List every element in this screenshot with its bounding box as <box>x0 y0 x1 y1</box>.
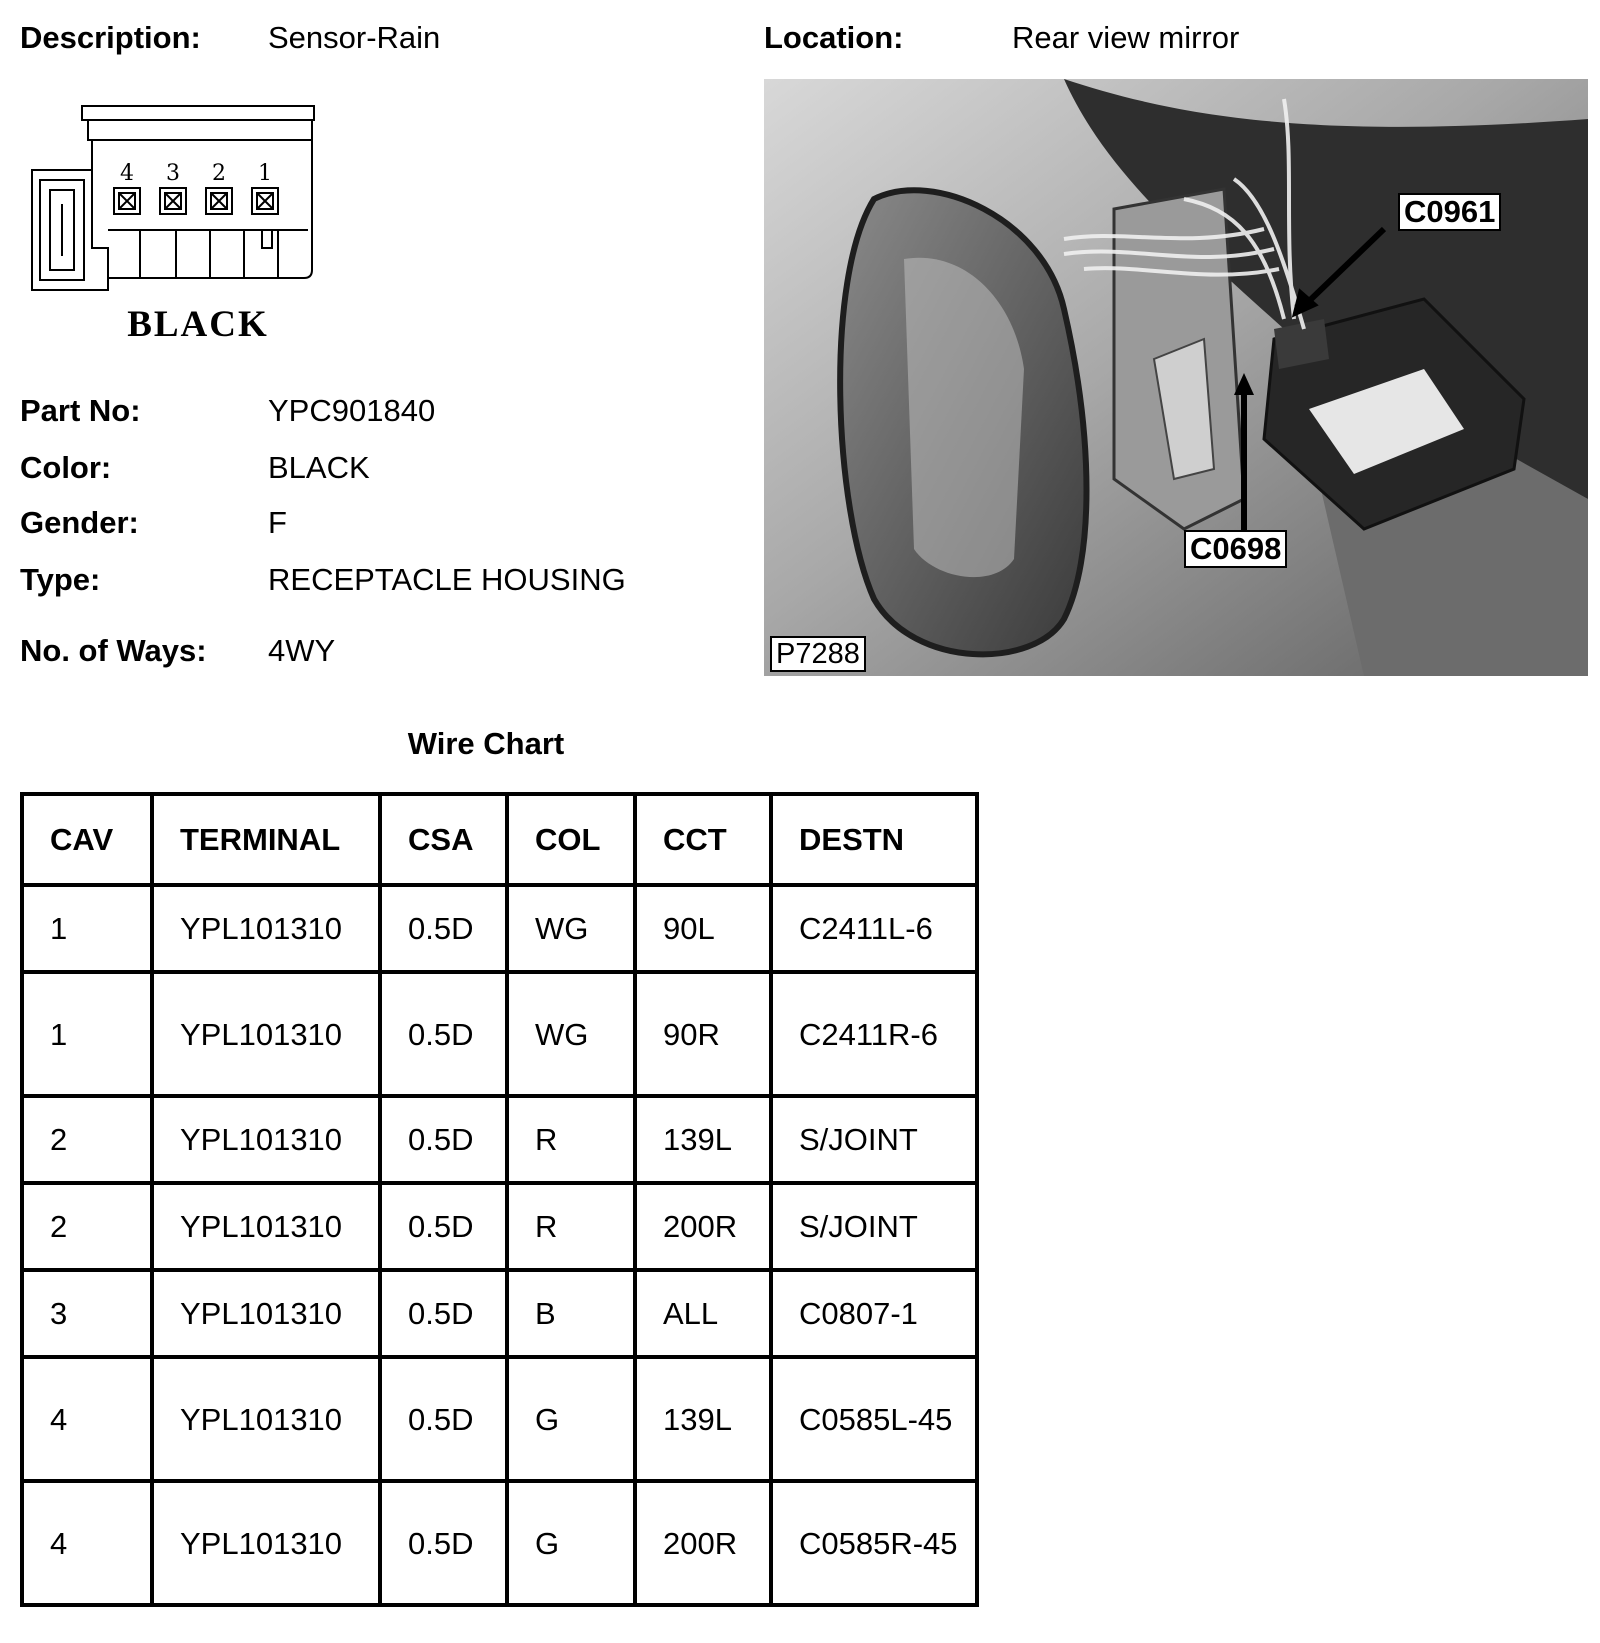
color-label: Color: <box>20 450 112 485</box>
color-value: BLACK <box>268 450 370 485</box>
cell-col: G <box>507 1481 635 1605</box>
location-label: Location: <box>764 20 904 55</box>
table-row <box>22 885 977 972</box>
connector-color-label: BLACK <box>127 304 269 345</box>
photo-id: P7288 <box>770 636 866 672</box>
location-value: Rear view mirror <box>1012 20 1240 55</box>
part-no-value: YPC901840 <box>268 393 436 428</box>
cell-destn: C2411L-6 <box>771 885 977 972</box>
table-row <box>22 1357 977 1481</box>
header-terminal: TERMINAL <box>152 794 380 885</box>
table-row <box>22 1270 977 1357</box>
cell-cct: 90L <box>635 885 771 972</box>
cell-terminal: YPL101310 <box>152 1481 380 1605</box>
cell-destn: C0585L-45 <box>771 1357 977 1481</box>
cell-cav: 1 <box>22 885 152 972</box>
cell-cct: 200R <box>635 1481 771 1605</box>
table-header-row <box>22 794 977 885</box>
cell-col: WG <box>507 885 635 972</box>
header-csa: CSA <box>380 794 507 885</box>
header-cct: CCT <box>635 794 771 885</box>
connector-diagram <box>22 100 322 350</box>
cell-csa: 0.5D <box>380 1183 507 1270</box>
cell-cav: 4 <box>22 1481 152 1605</box>
cell-csa: 0.5D <box>380 1481 507 1605</box>
cell-csa: 0.5D <box>380 1270 507 1357</box>
ways-label: No. of Ways: <box>20 633 207 668</box>
cell-col: B <box>507 1270 635 1357</box>
connector-face-icon <box>22 100 322 350</box>
cell-cav: 1 <box>22 972 152 1096</box>
pin-label-3: 3 <box>166 161 180 186</box>
mirror-photo-icon <box>764 79 1588 676</box>
pin-label-1: 1 <box>258 161 272 186</box>
cell-destn: C0585R-45 <box>771 1481 977 1605</box>
pin-label-4: 4 <box>120 161 134 186</box>
cell-destn: C0807-1 <box>771 1270 977 1357</box>
cell-csa: 0.5D <box>380 972 507 1096</box>
cell-destn: S/JOINT <box>771 1096 977 1183</box>
type-value: RECEPTACLE HOUSING <box>268 562 626 597</box>
cell-cav: 2 <box>22 1183 152 1270</box>
wire-chart-table <box>20 792 979 1607</box>
cell-terminal: YPL101310 <box>152 972 380 1096</box>
gender-value: F <box>268 505 287 540</box>
callout-c0961: C0961 <box>1398 193 1501 231</box>
ways-value: 4WY <box>268 633 336 668</box>
cell-destn: S/JOINT <box>771 1183 977 1270</box>
cell-col: G <box>507 1357 635 1481</box>
cell-cav: 3 <box>22 1270 152 1357</box>
cell-col: R <box>507 1183 635 1270</box>
cell-cav: 4 <box>22 1357 152 1481</box>
cell-terminal: YPL101310 <box>152 1357 380 1481</box>
cell-cct: ALL <box>635 1270 771 1357</box>
cell-terminal: YPL101310 <box>152 885 380 972</box>
table-row <box>22 1183 977 1270</box>
cell-cct: 200R <box>635 1183 771 1270</box>
type-label: Type: <box>20 562 101 597</box>
cell-cct: 139L <box>635 1357 771 1481</box>
cell-destn: C2411R-6 <box>771 972 977 1096</box>
description-value: Sensor-Rain <box>268 20 441 55</box>
header-col: COL <box>507 794 635 885</box>
cell-terminal: YPL101310 <box>152 1270 380 1357</box>
table-row <box>22 1096 977 1183</box>
pin-label-2: 2 <box>212 161 226 186</box>
header-destn: DESTN <box>771 794 977 885</box>
cell-csa: 0.5D <box>380 1096 507 1183</box>
gender-label: Gender: <box>20 505 139 540</box>
part-no-label: Part No: <box>20 393 141 428</box>
cell-terminal: YPL101310 <box>152 1183 380 1270</box>
wire-chart-title: Wire Chart <box>407 726 565 761</box>
description-label: Description: <box>20 20 201 55</box>
cell-terminal: YPL101310 <box>152 1096 380 1183</box>
header-cav: CAV <box>22 794 152 885</box>
cell-cct: 90R <box>635 972 771 1096</box>
cell-col: WG <box>507 972 635 1096</box>
table-row <box>22 1481 977 1605</box>
cell-col: R <box>507 1096 635 1183</box>
cell-cav: 2 <box>22 1096 152 1183</box>
cell-cct: 139L <box>635 1096 771 1183</box>
callout-c0698: C0698 <box>1184 530 1287 568</box>
cell-csa: 0.5D <box>380 1357 507 1481</box>
location-photo <box>764 79 1588 676</box>
table-row <box>22 972 977 1096</box>
cell-csa: 0.5D <box>380 885 507 972</box>
